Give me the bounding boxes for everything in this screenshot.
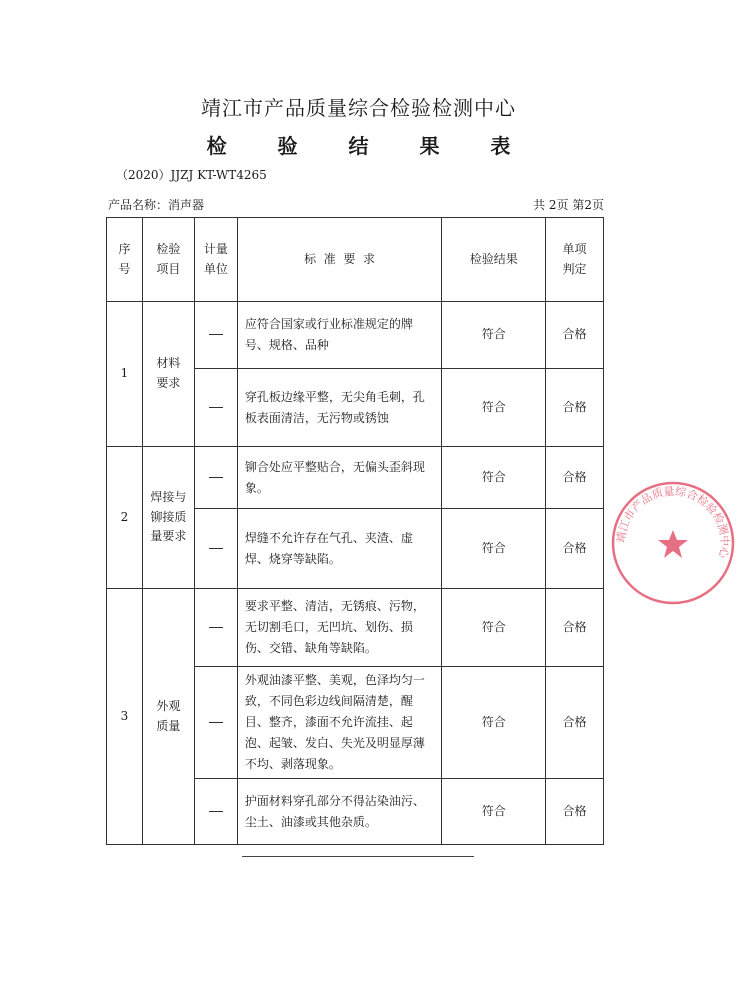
dash-mark (209, 548, 223, 549)
table-row (107, 302, 604, 369)
unit-cell (194, 667, 237, 779)
table-row (107, 447, 604, 509)
official-seal-icon (608, 478, 738, 608)
seq-cell: 2 (107, 447, 143, 589)
unit-cell (194, 369, 237, 447)
report-title: 检 验 结 果 表 (206, 134, 533, 158)
svg-text:靖江市产品质量综合检验检测中心: 靖江市产品质量综合检验检测中心 (614, 484, 732, 560)
verdict-cell: 合格 (546, 779, 604, 845)
result-cell: 符合 (442, 447, 546, 509)
verdict-cell: 合格 (546, 589, 604, 667)
requirement-cell: 焊缝不允许存在气孔、夹渣、虚焊、烧穿等缺陷。 (237, 509, 442, 589)
header-requirement: 标 准 要 求 (237, 218, 442, 302)
header-unit: 计量单位 (194, 218, 237, 302)
item-cell: 材料要求 (142, 302, 194, 447)
verdict-cell: 合格 (546, 447, 604, 509)
item-cell: 外观质量 (142, 589, 194, 845)
unit-cell (194, 509, 237, 589)
verdict-cell: 合格 (546, 302, 604, 369)
table-row (107, 589, 604, 667)
requirement-cell: 铆合处应平整贴合，无偏头歪斜现象。 (237, 447, 442, 509)
result-cell: 符合 (442, 509, 546, 589)
page-info: 共 2页 第2页 (533, 198, 604, 212)
unit-cell (194, 589, 237, 667)
requirement-cell: 穿孔板边缘平整，无尖角毛刺，孔板表面清洁，无污物或锈蚀 (237, 369, 442, 447)
result-cell: 符合 (442, 779, 546, 845)
header-result: 检验结果 (442, 218, 546, 302)
unit-cell (194, 302, 237, 369)
result-table (106, 217, 604, 845)
header-seq: 序号 (107, 218, 143, 302)
dash-mark (209, 722, 223, 723)
result-cell: 符合 (442, 667, 546, 779)
seq-cell: 3 (107, 589, 143, 845)
table-header-row (107, 218, 604, 302)
result-cell: 符合 (442, 589, 546, 667)
item-cell: 焊接与铆接质量要求 (142, 447, 194, 589)
unit-cell (194, 447, 237, 509)
dash-mark (209, 477, 223, 478)
seq-cell: 1 (107, 302, 143, 447)
header-verdict: 单项判定 (546, 218, 604, 302)
dash-mark (209, 334, 223, 335)
result-cell: 符合 (442, 369, 546, 447)
verdict-cell: 合格 (546, 667, 604, 779)
dash-mark (209, 407, 223, 408)
product-name: 产品名称：消声器 (108, 198, 205, 212)
verdict-cell: 合格 (546, 369, 604, 447)
requirement-cell: 要求平整、清洁，无锈痕、污物，无切割毛口，无凹坑、划伤、损伤、交错、缺角等缺陷。 (237, 589, 442, 667)
dash-mark (209, 811, 223, 812)
result-cell: 符合 (442, 302, 546, 369)
requirement-cell: 护面材料穿孔部分不得沾染油污、尘土、油漆或其他杂质。 (237, 779, 442, 845)
footer-divider (242, 856, 474, 857)
report-number: （2020）JJZJ KT-WT4265 (116, 168, 267, 182)
unit-cell (194, 779, 237, 845)
header-item: 检验项目 (142, 218, 194, 302)
requirement-cell: 应符合国家或行业标准规定的牌号、规格、品种 (237, 302, 442, 369)
org-title: 靖江市产品质量综合检验检测中心 (201, 96, 516, 120)
verdict-cell: 合格 (546, 509, 604, 589)
requirement-cell: 外观油漆平整、美观，色泽均匀一致，不同色彩边线间隔清楚，醒目、整齐，漆面不允许流挂、起泡、起皱、发白、失光及明显厚薄不均、剥落现象。 (237, 667, 442, 779)
dash-mark (209, 627, 223, 628)
